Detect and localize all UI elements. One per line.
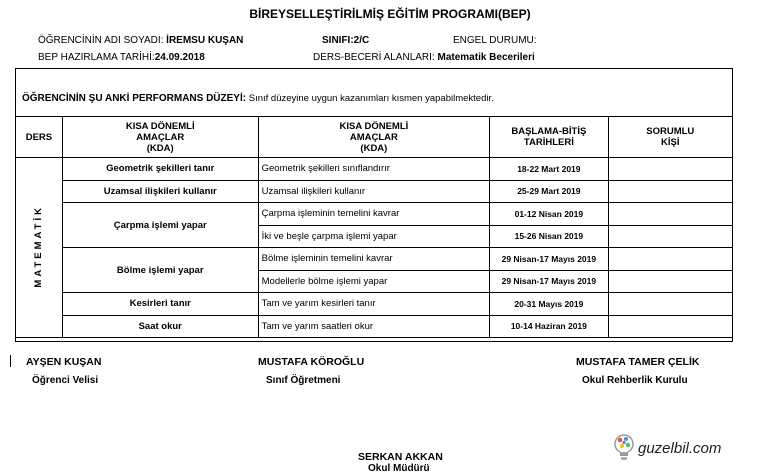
class-label: SINIFI: <box>322 35 354 46</box>
signature-name-parent: AYŞEN KUŞAN <box>26 356 102 368</box>
student-name-field <box>38 35 243 46</box>
header-ders: DERS <box>16 117 63 158</box>
subject-label: MATEMATİK <box>33 205 45 288</box>
goal-cell: Geometrik şekilleri tanır <box>62 158 258 181</box>
header-dates-line2: TARİHLERİ <box>523 137 574 148</box>
responsible-cell <box>608 293 732 316</box>
responsible-cell <box>608 270 732 293</box>
prep-date-field <box>38 52 205 63</box>
skill-area-field <box>313 52 535 63</box>
signature-name-counselor: MUSTAFA TAMER ÇELİK <box>576 356 700 368</box>
header-long-goals-line3: (KDA) <box>146 142 174 154</box>
signature-role-counselor: Okul Rehberlik Kurulu <box>582 375 688 386</box>
document-title: BİREYSELLEŞTİRİLMİŞ EĞİTİM PROGRAMI(BEP) <box>249 7 531 21</box>
header-dates <box>490 117 608 158</box>
objective-cell: Geometrik şekilleri sınıflandırır <box>258 158 490 181</box>
objective-cell: Tam ve yarım kesirleri tanır <box>258 293 490 316</box>
header-long-goals-line1: KISA DÖNEMLİ <box>125 120 195 132</box>
responsible-cell <box>608 158 732 181</box>
performance-level <box>22 93 494 104</box>
date-cell: 25-29 Mart 2019 <box>490 180 608 203</box>
header-short-goals-line3: (KDA) <box>360 142 388 154</box>
responsible-cell <box>608 225 732 248</box>
responsible-cell <box>608 315 732 338</box>
header-responsible-line1: SORUMLU <box>646 126 695 137</box>
text-cursor <box>10 355 11 367</box>
header-dates-line1: BAŞLAMA-BİTİŞ <box>511 126 587 137</box>
goal-cell: Uzamsal ilişkileri kullanır <box>62 180 258 203</box>
performance-label: ÖĞRENCİNİN ŞU ANKİ PERFORMANS DÜZEYİ: <box>22 93 247 104</box>
student-name-label: ÖĞRENCİNİN ADI SOYADI: <box>38 35 164 46</box>
objective-cell: Bölme işleminin temelini kavrar <box>258 248 490 271</box>
objective-cell: Modellerle bölme işlemi yapar <box>258 270 490 293</box>
date-cell: 18-22 Mart 2019 <box>490 158 608 181</box>
table-row <box>16 248 733 271</box>
goals-table <box>15 116 733 338</box>
header-long-goals <box>62 117 258 158</box>
date-cell: 20-31 Mayıs 2019 <box>490 293 608 316</box>
prep-date-value: 24.09.2018 <box>154 52 205 63</box>
goal-cell: Saat okur <box>62 315 258 338</box>
date-cell: 01-12 Nisan 2019 <box>490 203 608 226</box>
goal-cell: Bölme işlemi yapar <box>62 248 258 293</box>
signature-name-teacher: MUSTAFA KÖROĞLU <box>258 356 365 368</box>
lightbulb-icon <box>612 432 636 466</box>
performance-text: Sınıf düzeyine uygun kazanımları kısmen yapabilmektedir. <box>248 93 494 104</box>
table-row <box>16 180 733 203</box>
header-long-goals-line2: AMAÇLAR <box>136 131 185 143</box>
table-row <box>16 203 733 226</box>
objective-cell: Uzamsal ilişkileri kullanır <box>258 180 490 203</box>
table-header-row <box>16 117 733 158</box>
objective-cell: İki ve beşle çarpma işlemi yapar <box>258 225 490 248</box>
header-short-goals-line2: AMAÇLAR <box>349 131 398 143</box>
disability-field <box>453 35 537 46</box>
date-cell: 29 Nisan-17 Mayıs 2019 <box>490 248 608 271</box>
skill-area-label: DERS-BECERİ ALANLARI: <box>313 52 435 63</box>
table-row <box>16 293 733 316</box>
subject-cell <box>16 158 63 338</box>
objective-cell: Tam ve yarım saatleri okur <box>258 315 490 338</box>
header-responsible-line2: KİŞİ <box>661 137 680 148</box>
header-short-goals-line1: KISA DÖNEMLİ <box>339 120 409 132</box>
goal-cell: Kesirleri tanır <box>62 293 258 316</box>
objective-cell: Çarpma işleminin temelini kavrar <box>258 203 490 226</box>
table-row <box>16 158 733 181</box>
class-field <box>322 35 369 46</box>
header-responsible <box>608 117 732 158</box>
student-name-value: İREMSU KUŞAN <box>166 35 244 46</box>
signature-role-principal: Okul Müdürü <box>368 463 430 474</box>
signature-role-parent: Öğrenci Velisi <box>32 375 99 386</box>
date-cell: 15-26 Nisan 2019 <box>490 225 608 248</box>
disability-label: ENGEL DURUMU: <box>453 35 537 46</box>
goal-cell: Çarpma işlemi yapar <box>62 203 258 248</box>
signature-role-teacher: Sınıf Öğretmeni <box>266 375 341 386</box>
responsible-cell <box>608 248 732 271</box>
header-short-goals <box>258 117 490 158</box>
class-value: 2/C <box>353 35 370 46</box>
date-cell: 10-14 Haziran 2019 <box>490 315 608 338</box>
responsible-cell <box>608 203 732 226</box>
date-cell: 29 Nisan-17 Mayıs 2019 <box>490 270 608 293</box>
responsible-cell <box>608 180 732 203</box>
table-row <box>16 315 733 338</box>
watermark-text: guzelbil.com <box>638 440 722 457</box>
skill-area-value: Matematik Becerileri <box>437 52 535 63</box>
prep-date-label: BEP HAZIRLAMA TARİHİ: <box>38 52 155 63</box>
signature-name-principal: SERKAN AKKAN <box>358 451 443 463</box>
